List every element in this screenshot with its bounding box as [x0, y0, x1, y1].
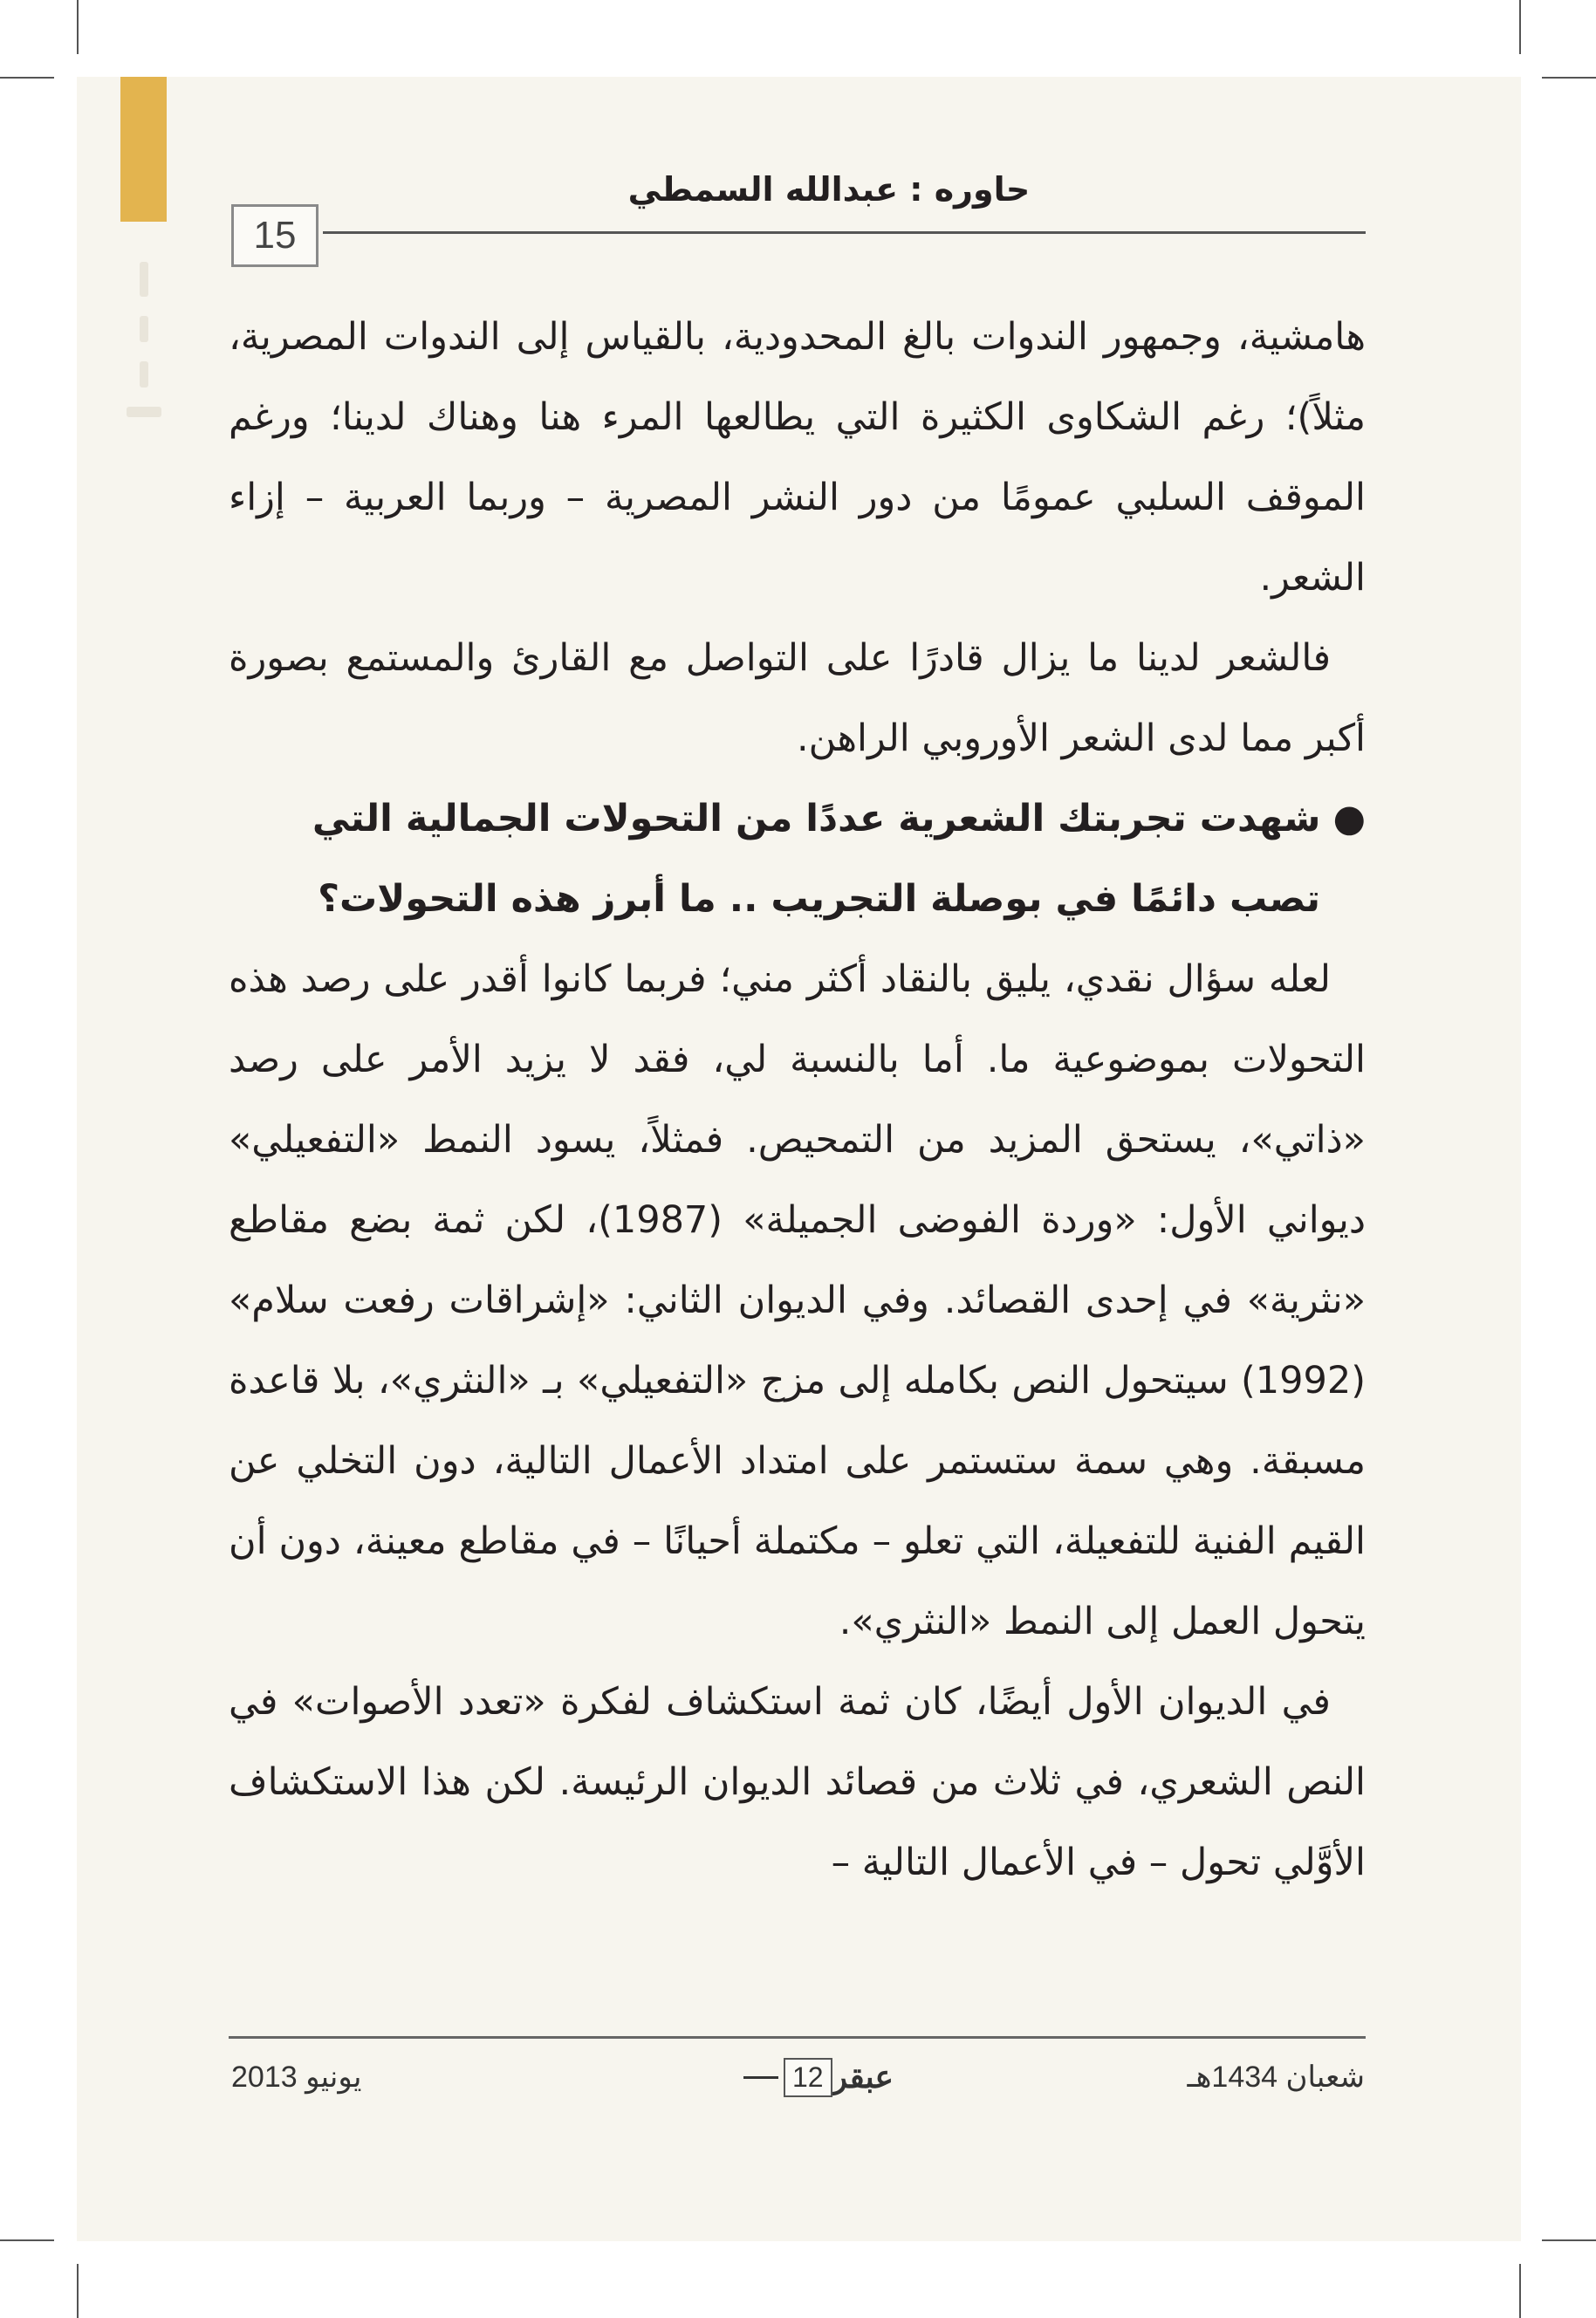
crop-mark	[77, 0, 79, 54]
footer-hijri-date: شعبان 1434هـ	[1187, 2061, 1365, 2094]
article-body	[229, 297, 1366, 1903]
bullet-icon: ●	[1332, 797, 1366, 840]
paragraph: هامشية، وجمهور الندوات بالغ المحدودية، بالقياس إلى الندوات المصرية، مثلاً)؛ رغم الشكاوى الكثيرة التي يطالعها المرء هنا وهناك لدينا؛ ورغم الموقف السلبي عمومًا من دور النشر المصرية – وربما العربية – إزاء الشعر.	[229, 315, 1366, 600]
page-number: 15	[231, 204, 319, 267]
footer-rule	[229, 2036, 1366, 2039]
crop-mark	[0, 2239, 54, 2241]
answer-paragraph: في الديوان الأول أيضًا، كان ثمة استكشاف لفكرة «تعدد الأصوات» في النص الشعري، في ثلاث من قصائد الديوان الرئيسة. لكن هذا الاستكشاف الأوَّلي تحول – في الأعمال التالية –	[229, 1680, 1366, 1884]
issue-number: 12	[784, 2058, 832, 2097]
crop-mark	[1519, 2264, 1521, 2318]
interviewer-credit: حاوره : عبدالله السمطي	[627, 170, 1031, 209]
section-watermark	[122, 262, 166, 454]
paragraph: فالشعر لدينا ما يزال قادرًا على التواصل مع القارئ والمستمع بصورة أكبر مما لدى الشعر الأوروبي الراهن.	[229, 636, 1366, 760]
header-rule	[323, 231, 1366, 234]
section-color-tab	[120, 77, 167, 222]
crop-mark	[1542, 77, 1596, 79]
answer-paragraph: لعله سؤال نقدي، يليق بالنقاد أكثر مني؛ فربما كانوا أقدر على رصد هذه التحولات بموضوعية ما. أما بالنسبة لي، فقد لا يزيد الأمر على رصد «ذاتي»، يستحق المزيد من التمحيص. فمثلاً، يسود النمط «التفعيلي» ديواني الأول: «وردة الفوضى الجميلة» (1987)، لكن ثمة بضع مقاطع «نثرية» في إحدى القصائد. وفي الديوان الثاني: «إشراقات رفعت سلام» (1992) سيتحول النص بكامله إلى مزج «التفعيلي» بـ «النثري»، بلا قاعدة مسبقة. وهي سمة ستستمر على امتداد الأعمال التالية، دون التخلي عن القيم الفنية للتفعيلة، التي تعلو – مكتملة أحيانًا – في مقاطع معينة، دون أن يتحول العمل إلى النمط «النثري».	[229, 957, 1366, 1643]
crop-mark	[77, 2264, 79, 2318]
footer-magazine-mark	[711, 2053, 921, 2102]
crop-mark	[1542, 2239, 1596, 2241]
footer-gregorian-date: يونيو 2013	[231, 2061, 362, 2094]
crop-mark	[0, 77, 54, 79]
footer-ornament-line	[743, 2076, 778, 2079]
interview-question	[229, 778, 1366, 859]
magazine-logo: عبقر	[832, 2059, 894, 2095]
crop-mark	[1519, 0, 1521, 54]
interview-question-continued: تصب دائمًا في بوصلة التجريب .. ما أبرز هذه التحولات؟	[318, 877, 1320, 921]
question-line: شهدت تجربتك الشعرية عددًا من التحولات الجمالية التي	[312, 797, 1321, 840]
